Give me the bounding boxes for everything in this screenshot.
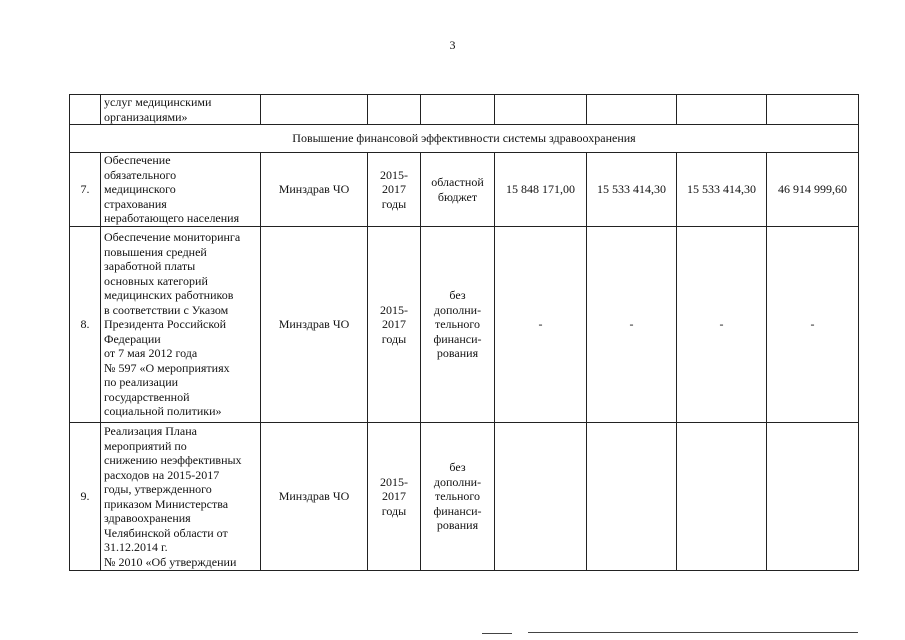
table-row-continuation bbox=[70, 95, 859, 125]
row-period: 2015- 2017 годы bbox=[368, 227, 421, 423]
row-2015 bbox=[495, 95, 587, 125]
row-source bbox=[421, 95, 495, 125]
row-amount-2017 bbox=[677, 423, 767, 571]
table-row bbox=[70, 423, 859, 571]
table-row bbox=[70, 153, 859, 227]
section-heading: Повышение финансовой эффективности системы здравоохранения bbox=[70, 125, 859, 153]
row-amount-2016: 15 533 414,30 bbox=[587, 153, 677, 227]
row-number: 7. bbox=[70, 153, 101, 227]
row-amount-total bbox=[767, 423, 859, 571]
row-number: 9. bbox=[70, 423, 101, 571]
row-amount-2017: - bbox=[677, 227, 767, 423]
row-amount-total: 46 914 999,60 bbox=[767, 153, 859, 227]
row-number: 8. bbox=[70, 227, 101, 423]
row-period: 2015- 2017 годы bbox=[368, 423, 421, 571]
row-period: 2015- 2017 годы bbox=[368, 153, 421, 227]
row-executor: Минздрав ЧО bbox=[261, 227, 368, 423]
row-amount-2016 bbox=[587, 423, 677, 571]
row-source: без дополни- тельного финанси- рования bbox=[421, 423, 495, 571]
row-amount-2015: - bbox=[495, 227, 587, 423]
row-2017 bbox=[677, 95, 767, 125]
row-2016 bbox=[587, 95, 677, 125]
row-period bbox=[368, 95, 421, 125]
row-source: областной бюджет bbox=[421, 153, 495, 227]
row-executor: Минздрав ЧО bbox=[261, 153, 368, 227]
measures-table bbox=[69, 94, 859, 571]
scan-edge-line bbox=[482, 633, 512, 634]
table-row bbox=[70, 227, 859, 423]
row-amount-2015 bbox=[495, 423, 587, 571]
row-total bbox=[767, 95, 859, 125]
scan-edge-line bbox=[528, 632, 858, 633]
row-executor: Минздрав ЧО bbox=[261, 423, 368, 571]
page-number: 3 bbox=[449, 38, 456, 52]
row-description: Реализация Плана мероприятий по снижению неэффективных расходов на 2015-2017 годы, утвержденного приказом Министерства здравоохранения Челябинской области от 31.12.2014 г. № 2010 «Об утверждении bbox=[101, 423, 261, 571]
row-amount-2016: - bbox=[587, 227, 677, 423]
row-source: без дополни- тельного финанси- рования bbox=[421, 227, 495, 423]
row-description: Обеспечение мониторинга повышения средней заработной платы основных категорий медицинских работников в соответствии с Указом Президента Российской Федерации от 7 мая 2012 года № 597 «О мероприятиях по реализации государственной социальной политики» bbox=[101, 227, 261, 423]
row-amount-2017: 15 533 414,30 bbox=[677, 153, 767, 227]
section-heading-row bbox=[70, 125, 859, 153]
row-description: услуг медицинскими организациями» bbox=[101, 95, 261, 125]
row-description: Обеспечение обязательного медицинского страхования неработающего населения bbox=[101, 153, 261, 227]
row-number-cell bbox=[70, 95, 101, 125]
row-amount-total: - bbox=[767, 227, 859, 423]
row-executor bbox=[261, 95, 368, 125]
row-amount-2015: 15 848 171,00 bbox=[495, 153, 587, 227]
